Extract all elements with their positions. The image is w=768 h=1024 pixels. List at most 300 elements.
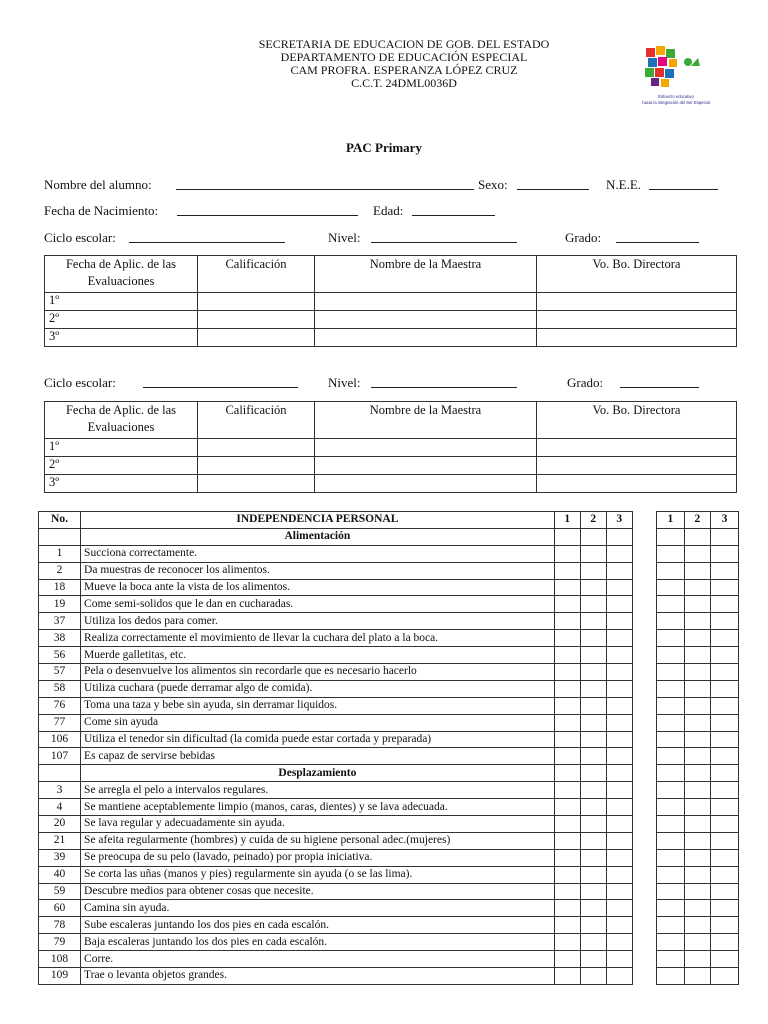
eval-checkbox-cell[interactable]	[656, 866, 684, 883]
item-number: 4	[39, 799, 81, 816]
eval-checkbox-cell[interactable]	[710, 900, 738, 917]
eval-checkbox-cell[interactable]	[580, 968, 606, 985]
eval-checkbox-cell[interactable]	[606, 900, 632, 917]
eval-checkbox-cell[interactable]	[580, 748, 606, 765]
grade-label: Grado:	[567, 375, 604, 390]
eval-checkbox-cell[interactable]	[606, 596, 632, 613]
logo-caption-1: Esfuerzo educativo	[658, 94, 694, 99]
eval-checkbox-cell[interactable]	[554, 782, 580, 799]
eval-checkbox-cell[interactable]	[580, 680, 606, 697]
age-label: Edad:	[373, 203, 404, 218]
eval-checkbox-cell[interactable]	[684, 968, 710, 985]
eval-checkbox-cell[interactable]	[606, 680, 632, 697]
table-row	[39, 545, 739, 562]
eval-checkbox-cell[interactable]	[710, 714, 738, 731]
header-eval-date: Fecha de Aplic. de las Evaluaciones	[45, 402, 198, 439]
header-line-4: C.C.T. 24DML0036D	[351, 76, 457, 90]
empty-cell	[684, 765, 710, 782]
eval-checkbox-cell[interactable]	[710, 799, 738, 816]
column-gap	[632, 832, 656, 849]
empty-cell	[554, 765, 580, 782]
item-description: Camina sin ayuda.	[81, 900, 555, 917]
eval-checkbox-cell[interactable]	[606, 562, 632, 579]
eval-checkbox-cell[interactable]	[656, 934, 684, 951]
eval-checkbox-cell[interactable]	[710, 832, 738, 849]
header-director: Vo. Bo. Directora	[537, 256, 737, 293]
eval-checkbox-cell[interactable]	[554, 849, 580, 866]
table-cell[interactable]	[537, 457, 737, 475]
eval-checkbox-cell[interactable]	[580, 849, 606, 866]
eval-checkbox-cell[interactable]	[684, 832, 710, 849]
eval-checkbox-cell[interactable]	[656, 680, 684, 697]
nee-line	[649, 189, 718, 190]
eval-checkbox-cell[interactable]	[656, 579, 684, 596]
table-row	[39, 680, 739, 697]
eval-checkbox-cell[interactable]	[684, 849, 710, 866]
eval-checkbox-cell[interactable]	[606, 697, 632, 714]
item-description: Pela o desenvuelve los alimentos sin recordarle que es necesario hacerlo	[81, 664, 555, 681]
section-row	[39, 765, 739, 782]
eval-checkbox-cell[interactable]	[580, 647, 606, 664]
header-teacher: Nombre de la Maestra	[315, 256, 537, 293]
eval-checkbox-cell[interactable]	[606, 579, 632, 596]
eval-checkbox-cell[interactable]	[656, 664, 684, 681]
eval-checkbox-cell[interactable]	[606, 917, 632, 934]
table-header-row	[39, 512, 739, 529]
table-cell[interactable]	[198, 475, 315, 493]
eval-checkbox-cell[interactable]	[554, 579, 580, 596]
column-gap	[632, 579, 656, 596]
eval-checkbox-cell[interactable]	[580, 782, 606, 799]
school-cycle-line	[129, 242, 285, 243]
row-label: 3º	[45, 329, 198, 347]
item-description: Descubre medios para obtener cosas que necesite.	[81, 883, 555, 900]
item-description: Mueve la boca ante la vista de los alimentos.	[81, 579, 555, 596]
eval-checkbox-cell[interactable]	[606, 782, 632, 799]
empty-cell	[554, 528, 580, 545]
eval-checkbox-cell[interactable]	[606, 630, 632, 647]
column-gap	[632, 968, 656, 985]
table-cell[interactable]	[198, 457, 315, 475]
eval-checkbox-cell[interactable]	[710, 849, 738, 866]
puzzle-logo-icon	[636, 44, 716, 94]
table-row	[39, 866, 739, 883]
eval-checkbox-cell[interactable]	[580, 951, 606, 968]
eval-checkbox-cell[interactable]	[684, 883, 710, 900]
sex-label: Sexo:	[478, 177, 508, 192]
eval-checkbox-cell[interactable]	[580, 832, 606, 849]
item-description: Se lava regular y adecuadamente sin ayuda.	[81, 816, 555, 833]
eval-checkbox-cell[interactable]	[606, 816, 632, 833]
table-row	[39, 714, 739, 731]
eval-checkbox-cell[interactable]	[684, 630, 710, 647]
eval-checkbox-cell[interactable]	[554, 630, 580, 647]
evaluation-table-2	[44, 401, 737, 493]
column-gap	[632, 951, 656, 968]
table-row	[39, 748, 739, 765]
column-gap	[632, 714, 656, 731]
table-cell[interactable]	[315, 439, 537, 457]
student-name-line	[176, 189, 474, 190]
item-description: Sube escaleras juntando los dos pies en cada escalón.	[81, 917, 555, 934]
eval-checkbox-cell[interactable]	[656, 731, 684, 748]
eval-checkbox-cell[interactable]	[554, 934, 580, 951]
table-cell[interactable]	[315, 311, 537, 329]
eval-checkbox-cell[interactable]	[554, 951, 580, 968]
column-gap	[632, 731, 656, 748]
eval-checkbox-cell[interactable]	[684, 917, 710, 934]
eval-checkbox-cell[interactable]	[580, 900, 606, 917]
eval-col-header: 2	[684, 512, 710, 529]
table-cell[interactable]	[315, 329, 537, 347]
eval-checkbox-cell[interactable]	[684, 545, 710, 562]
level-label: Nivel:	[328, 375, 361, 390]
eval-checkbox-cell[interactable]	[606, 799, 632, 816]
table-row	[39, 816, 739, 833]
eval-checkbox-cell[interactable]	[580, 630, 606, 647]
eval-checkbox-cell[interactable]	[606, 849, 632, 866]
eval-checkbox-cell[interactable]	[554, 968, 580, 985]
table-row	[39, 647, 739, 664]
eval-checkbox-cell[interactable]	[684, 748, 710, 765]
eval-checkbox-cell[interactable]	[656, 816, 684, 833]
eval-checkbox-cell[interactable]	[710, 816, 738, 833]
eval-checkbox-cell[interactable]	[656, 799, 684, 816]
header-eval-date: Fecha de Aplic. de las Evaluaciones	[45, 256, 198, 293]
table-row	[39, 951, 739, 968]
eval-checkbox-cell[interactable]	[554, 883, 580, 900]
eval-checkbox-cell[interactable]	[554, 596, 580, 613]
eval-checkbox-cell[interactable]	[580, 664, 606, 681]
column-gap	[632, 630, 656, 647]
eval-checkbox-cell[interactable]	[606, 545, 632, 562]
eval-checkbox-cell[interactable]	[684, 647, 710, 664]
table-cell[interactable]	[198, 439, 315, 457]
eval-checkbox-cell[interactable]	[656, 849, 684, 866]
item-description: Es capaz de servirse bebidas	[81, 748, 555, 765]
column-gap	[632, 799, 656, 816]
item-number: 39	[39, 849, 81, 866]
eval-checkbox-cell[interactable]	[554, 697, 580, 714]
eval-checkbox-cell[interactable]	[554, 917, 580, 934]
eval-checkbox-cell[interactable]	[606, 951, 632, 968]
level-line	[371, 387, 517, 388]
level-label: Nivel:	[328, 230, 361, 245]
eval-checkbox-cell[interactable]	[580, 714, 606, 731]
item-number: 18	[39, 579, 81, 596]
item-description: Come semi-solidos que le dan en cucharadas.	[81, 596, 555, 613]
item-number: 2	[39, 562, 81, 579]
eval-checkbox-cell[interactable]	[606, 714, 632, 731]
eval-checkbox-cell[interactable]	[606, 968, 632, 985]
eval-checkbox-cell[interactable]	[580, 934, 606, 951]
table-row	[39, 799, 739, 816]
eval-checkbox-cell[interactable]	[554, 664, 580, 681]
item-number: 19	[39, 596, 81, 613]
table-row	[39, 562, 739, 579]
eval-checkbox-cell[interactable]	[710, 630, 738, 647]
eval-checkbox-cell[interactable]	[684, 579, 710, 596]
table-cell[interactable]	[198, 329, 315, 347]
eval-checkbox-cell[interactable]	[710, 562, 738, 579]
eval-checkbox-cell[interactable]	[554, 647, 580, 664]
eval-checkbox-cell[interactable]	[684, 680, 710, 697]
table-cell[interactable]	[315, 475, 537, 493]
eval-checkbox-cell[interactable]	[606, 647, 632, 664]
eval-checkbox-cell[interactable]	[684, 900, 710, 917]
eval-checkbox-cell[interactable]	[684, 934, 710, 951]
eval-checkbox-cell[interactable]	[580, 731, 606, 748]
table-cell[interactable]	[537, 439, 737, 457]
item-description: Muerde galletitas, etc.	[81, 647, 555, 664]
eval-checkbox-cell[interactable]	[710, 934, 738, 951]
eval-checkbox-cell[interactable]	[554, 680, 580, 697]
column-gap	[632, 512, 656, 529]
school-cycle-line	[143, 387, 298, 388]
column-gap	[632, 664, 656, 681]
eval-checkbox-cell[interactable]	[710, 731, 738, 748]
eval-checkbox-cell[interactable]	[580, 816, 606, 833]
eval-checkbox-cell[interactable]	[606, 832, 632, 849]
item-description: Se afeita regularmente (hombres) y cuida de su higiene personal adec.(mujeres)	[81, 832, 555, 849]
eval-checkbox-cell[interactable]	[606, 934, 632, 951]
eval-checkbox-cell[interactable]	[580, 917, 606, 934]
eval-checkbox-cell[interactable]	[710, 647, 738, 664]
item-number: 78	[39, 917, 81, 934]
eval-checkbox-cell[interactable]	[554, 562, 580, 579]
eval-checkbox-cell[interactable]	[656, 630, 684, 647]
empty-cell	[606, 528, 632, 545]
eval-checkbox-cell[interactable]	[606, 883, 632, 900]
table-row	[39, 917, 739, 934]
table-cell[interactable]	[315, 457, 537, 475]
eval-checkbox-cell[interactable]	[656, 748, 684, 765]
eval-checkbox-cell[interactable]	[580, 799, 606, 816]
eval-checkbox-cell[interactable]	[710, 697, 738, 714]
eval-checkbox-cell[interactable]	[606, 613, 632, 630]
section-title: Desplazamiento	[81, 765, 555, 782]
eval-checkbox-cell[interactable]	[656, 782, 684, 799]
table-cell[interactable]	[198, 293, 315, 311]
eval-checkbox-cell[interactable]	[684, 816, 710, 833]
column-gap	[632, 934, 656, 951]
eval-checkbox-cell[interactable]	[554, 731, 580, 748]
eval-checkbox-cell[interactable]	[554, 799, 580, 816]
item-number: 79	[39, 934, 81, 951]
empty-cell	[39, 765, 81, 782]
table-row	[39, 832, 739, 849]
empty-cell	[580, 765, 606, 782]
table-cell[interactable]	[537, 311, 737, 329]
eval-checkbox-cell[interactable]	[606, 664, 632, 681]
eval-checkbox-cell[interactable]	[684, 562, 710, 579]
eval-checkbox-cell[interactable]	[554, 714, 580, 731]
nee-label: N.E.E.	[606, 177, 642, 192]
table-cell[interactable]	[537, 293, 737, 311]
eval-checkbox-cell[interactable]	[656, 697, 684, 714]
table-row	[39, 968, 739, 985]
item-number: 57	[39, 664, 81, 681]
section-title: Alimentación	[81, 528, 555, 545]
eval-checkbox-cell[interactable]	[606, 866, 632, 883]
level-line	[371, 242, 517, 243]
eval-checkbox-cell[interactable]	[580, 883, 606, 900]
column-gap	[632, 849, 656, 866]
eval-checkbox-cell[interactable]	[710, 613, 738, 630]
eval-checkbox-cell[interactable]	[684, 613, 710, 630]
eval-checkbox-cell[interactable]	[684, 799, 710, 816]
item-number: 20	[39, 816, 81, 833]
column-gap	[632, 613, 656, 630]
row-label: 2º	[45, 457, 198, 475]
table-row	[39, 782, 739, 799]
eval-col-header: 2	[580, 512, 606, 529]
eval-checkbox-cell[interactable]	[554, 613, 580, 630]
empty-cell	[710, 765, 738, 782]
eval-checkbox-cell[interactable]	[580, 596, 606, 613]
eval-checkbox-cell[interactable]	[710, 579, 738, 596]
eval-checkbox-cell[interactable]	[684, 697, 710, 714]
empty-cell	[656, 528, 684, 545]
eval-checkbox-cell[interactable]	[656, 900, 684, 917]
eval-checkbox-cell[interactable]	[684, 782, 710, 799]
eval-checkbox-cell[interactable]	[656, 647, 684, 664]
eval-checkbox-cell[interactable]	[580, 613, 606, 630]
eval-checkbox-cell[interactable]	[656, 968, 684, 985]
table-cell[interactable]	[315, 293, 537, 311]
item-number: 38	[39, 630, 81, 647]
item-description: Se corta las uñas (manos y pies) regularmente sin ayuda (o se las lima).	[81, 866, 555, 883]
table-row	[39, 613, 739, 630]
eval-checkbox-cell[interactable]	[710, 917, 738, 934]
item-description: Toma una taza y bebe sin ayuda, sin derramar liquidos.	[81, 697, 555, 714]
birthdate-line	[177, 215, 358, 216]
institution-logo	[636, 44, 716, 112]
item-description: Come sin ayuda	[81, 714, 555, 731]
eval-checkbox-cell[interactable]	[580, 562, 606, 579]
eval-checkbox-cell[interactable]	[656, 545, 684, 562]
item-description: Utiliza cuchara (puede derramar algo de comida).	[81, 680, 555, 697]
school-cycle-label: Ciclo escolar:	[44, 375, 116, 390]
item-number: 77	[39, 714, 81, 731]
grade-label: Grado:	[565, 230, 602, 245]
eval-checkbox-cell[interactable]	[554, 900, 580, 917]
eval-checkbox-cell[interactable]	[684, 951, 710, 968]
sex-line	[517, 189, 589, 190]
eval-checkbox-cell[interactable]	[656, 562, 684, 579]
page-title: PAC Primary	[346, 140, 422, 155]
eval-checkbox-cell[interactable]	[656, 832, 684, 849]
empty-cell	[606, 765, 632, 782]
row-label: 1º	[45, 293, 198, 311]
eval-checkbox-cell[interactable]	[656, 917, 684, 934]
eval-checkbox-cell[interactable]	[710, 968, 738, 985]
table-cell[interactable]	[198, 311, 315, 329]
table-row	[39, 697, 739, 714]
column-gap	[632, 883, 656, 900]
item-number: 56	[39, 647, 81, 664]
item-number: 59	[39, 883, 81, 900]
item-number: 76	[39, 697, 81, 714]
eval-checkbox-cell[interactable]	[554, 832, 580, 849]
column-gap	[632, 917, 656, 934]
item-description: Utiliza el tenedor sin dificultad (la comida puede estar cortada y preparada)	[81, 731, 555, 748]
empty-cell	[684, 528, 710, 545]
table-cell[interactable]	[537, 475, 737, 493]
eval-checkbox-cell[interactable]	[606, 748, 632, 765]
eval-checkbox-cell[interactable]	[554, 545, 580, 562]
column-gap	[632, 816, 656, 833]
header-line-3: CAM PROFRA. ESPERANZA LÓPEZ CRUZ	[290, 63, 518, 77]
col-title-header: INDEPENDENCIA PERSONAL	[81, 512, 555, 529]
eval-checkbox-cell[interactable]	[710, 664, 738, 681]
eval-checkbox-cell[interactable]	[656, 951, 684, 968]
school-cycle-label: Ciclo escolar:	[44, 230, 116, 245]
eval-checkbox-cell[interactable]	[656, 883, 684, 900]
eval-checkbox-cell[interactable]	[710, 782, 738, 799]
eval-checkbox-cell[interactable]	[710, 596, 738, 613]
eval-checkbox-cell[interactable]	[656, 613, 684, 630]
independence-checklist-table	[38, 511, 739, 985]
column-gap	[632, 528, 656, 545]
eval-checkbox-cell[interactable]	[710, 951, 738, 968]
student-name-label: Nombre del alumno:	[44, 177, 152, 192]
header-block	[150, 38, 658, 90]
eval-checkbox-cell[interactable]	[710, 748, 738, 765]
eval-checkbox-cell[interactable]	[606, 731, 632, 748]
eval-checkbox-cell[interactable]	[684, 731, 710, 748]
eval-checkbox-cell[interactable]	[554, 748, 580, 765]
table-row	[39, 579, 739, 596]
grade-line	[616, 242, 699, 243]
table-cell[interactable]	[537, 329, 737, 347]
eval-checkbox-cell[interactable]	[710, 680, 738, 697]
eval-checkbox-cell[interactable]	[684, 866, 710, 883]
eval-checkbox-cell[interactable]	[554, 816, 580, 833]
empty-cell	[39, 528, 81, 545]
empty-cell	[656, 765, 684, 782]
item-description: Se mantiene aceptablemente limpio (manos, caras, dientes) y se lava adecuada.	[81, 799, 555, 816]
item-number: 60	[39, 900, 81, 917]
item-number: 107	[39, 748, 81, 765]
eval-checkbox-cell[interactable]	[554, 866, 580, 883]
eval-checkbox-cell[interactable]	[710, 866, 738, 883]
eval-col-header: 1	[554, 512, 580, 529]
column-gap	[632, 562, 656, 579]
eval-checkbox-cell[interactable]	[656, 714, 684, 731]
table-row	[39, 630, 739, 647]
eval-checkbox-cell[interactable]	[580, 579, 606, 596]
eval-checkbox-cell[interactable]	[710, 883, 738, 900]
eval-checkbox-cell[interactable]	[580, 545, 606, 562]
table-row	[39, 883, 739, 900]
row-label: 1º	[45, 439, 198, 457]
column-gap	[632, 900, 656, 917]
eval-checkbox-cell[interactable]	[684, 714, 710, 731]
column-gap	[632, 866, 656, 883]
eval-checkbox-cell[interactable]	[710, 545, 738, 562]
item-number: 3	[39, 782, 81, 799]
row-label: 2º	[45, 311, 198, 329]
eval-checkbox-cell[interactable]	[580, 697, 606, 714]
item-description: Se arregla el pelo a intervalos regulares.	[81, 782, 555, 799]
eval-col-header: 3	[606, 512, 632, 529]
eval-checkbox-cell[interactable]	[580, 866, 606, 883]
eval-checkbox-cell[interactable]	[656, 596, 684, 613]
item-description: Corre.	[81, 951, 555, 968]
eval-checkbox-cell[interactable]	[684, 596, 710, 613]
eval-checkbox-cell[interactable]	[684, 664, 710, 681]
